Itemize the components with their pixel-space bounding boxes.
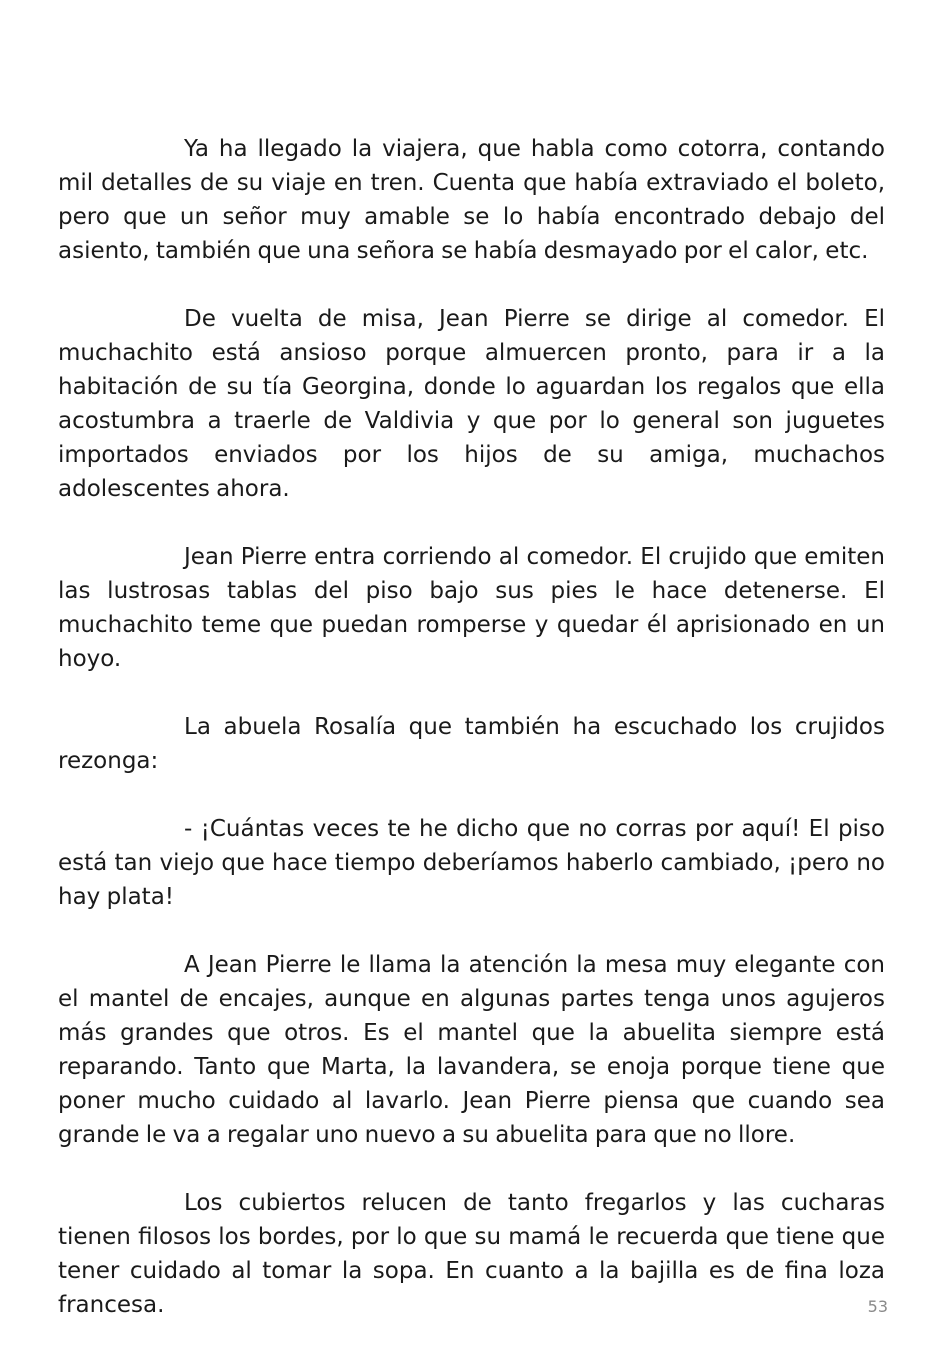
- paragraph: Los cubiertos relucen de tanto fregarlos y las cucharas tienen filosos los bordes, por lo que su mamá le recuerda que tiene que tener cuidado al tomar la sopa. En cuanto a la bajilla es de fina loza francesa.: [58, 1190, 885, 1318]
- paragraph: Ya ha llegado la viajera, que habla como cotorra, contando mil detalles de su viaje en tren. Cuenta que había extraviado el boleto, pero que un señor muy amable se lo había encontrado debajo del asiento, también que una señora se había desmayado por el calor, etc.: [58, 136, 885, 264]
- paragraph: De vuelta de misa, Jean Pierre se dirige al comedor. El muchachito está ansioso porque almuercen pronto, para ir a la habitación de su tía Georgina, donde lo aguardan los regalos que ella acostumbra a traerle de Valdivia y que por lo general son juguetes importados enviados por los hijos de su amiga, muchachos adolescentes ahora.: [58, 306, 885, 502]
- paragraph: Jean Pierre entra corriendo al comedor. El crujido que emiten las lustrosas tablas del piso bajo sus pies le hace detenerse. El muchachito teme que puedan romperse y quedar él aprisionado en un hoyo.: [58, 544, 885, 672]
- paragraph: La abuela Rosalía que también ha escuchado los crujidos rezonga:: [58, 714, 885, 774]
- page-number: 53: [867, 1297, 888, 1316]
- paragraph: A Jean Pierre le llama la atención la mesa muy elegante con el mantel de encajes, aunque en algunas partes tenga unos agujeros más grandes que otros. Es el mantel que la abuelita siempre está reparando. Tanto que Marta, la lavandera, se enoja porque tiene que poner mucho cuidado al lavarlo. Jean Pierre piensa que cuando sea grande le va a regalar uno nuevo a su abuelita para que no llore.: [58, 952, 885, 1148]
- page-body: [58, 132, 885, 1322]
- paragraph: - ¡Cuántas veces te he dicho que no corras por aquí! El piso está tan viejo que hace tiempo deberíamos haberlo cambiado, ¡pero no hay plata!: [58, 816, 885, 910]
